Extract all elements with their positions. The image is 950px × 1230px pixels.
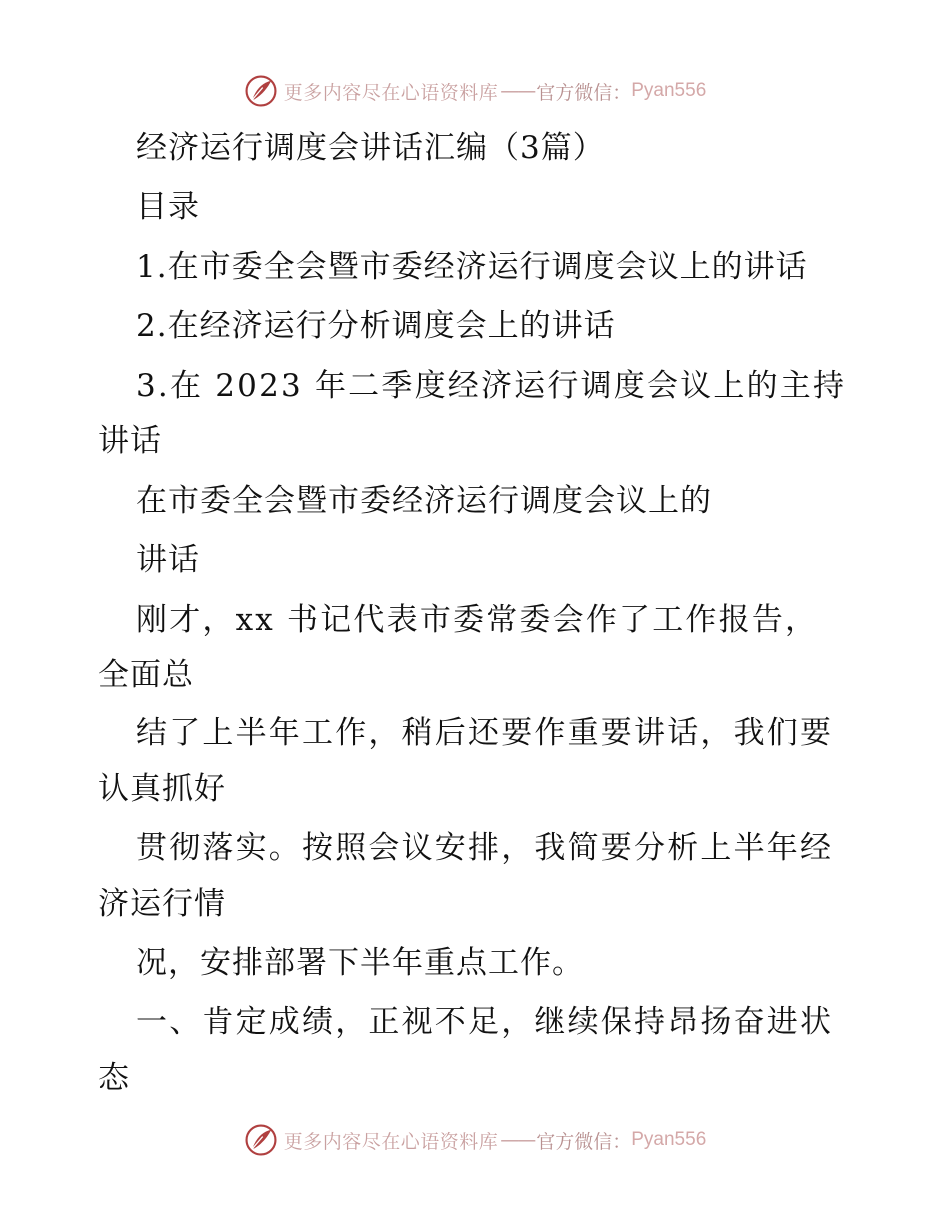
document-title: 经济运行调度会讲话汇编（3篇） [136,130,605,166]
watermark-wechat-label: 官方微信： [536,81,632,104]
watermark-wechat-label: 官方微信： [536,1130,632,1153]
section-title-continued: 讲话 [136,542,200,578]
paragraph-line: 刚才，xx 书记代表市委常委会作了工作报告， [136,602,819,638]
feather-pen-icon [244,74,278,108]
toc-item-1: 1.在市委全会暨市委经济运行调度会议上的讲话 [136,249,808,285]
footer-watermark [0,1120,950,1160]
header-watermark [0,71,950,111]
toc-item-3: 3.在 2023 年二季度经济运行调度会议上的主持 [136,368,847,404]
paragraph-line: 贯彻落实。按照会议安排，我简要分析上半年经 [136,830,834,866]
watermark-site-text: 更多内容尽在心语资料库 [283,1130,499,1153]
paragraph-line: 全面总 [98,657,194,693]
watermark-site-text: 更多内容尽在心语资料库 [283,81,499,104]
section-heading-1: 一、肯定成绩，正视不足，继续保持昂扬奋进状 [136,1004,834,1040]
toc-item-2: 2.在经济运行分析调度会上的讲话 [136,308,616,344]
toc-heading: 目录 [136,189,200,225]
feather-pen-icon [244,1123,278,1157]
paragraph-line: 结了上半年工作，稍后还要作重要讲话，我们要 [136,715,834,751]
section-title: 在市委全会暨市委经济运行调度会议上的 [136,483,712,519]
paragraph-line: 认真抓好 [98,771,226,807]
section-heading-1-continued: 态 [98,1060,130,1096]
watermark-wechat-id: Pyan556 [631,80,707,101]
watermark-dash: —— [500,80,535,102]
watermark-dash: —— [500,1129,535,1151]
paragraph-line: 况，安排部署下半年重点工作。 [136,945,584,981]
paragraph-line: 济运行情 [98,886,226,922]
watermark-wechat-id: Pyan556 [631,1129,707,1150]
toc-item-3-continued: 讲话 [98,423,162,459]
